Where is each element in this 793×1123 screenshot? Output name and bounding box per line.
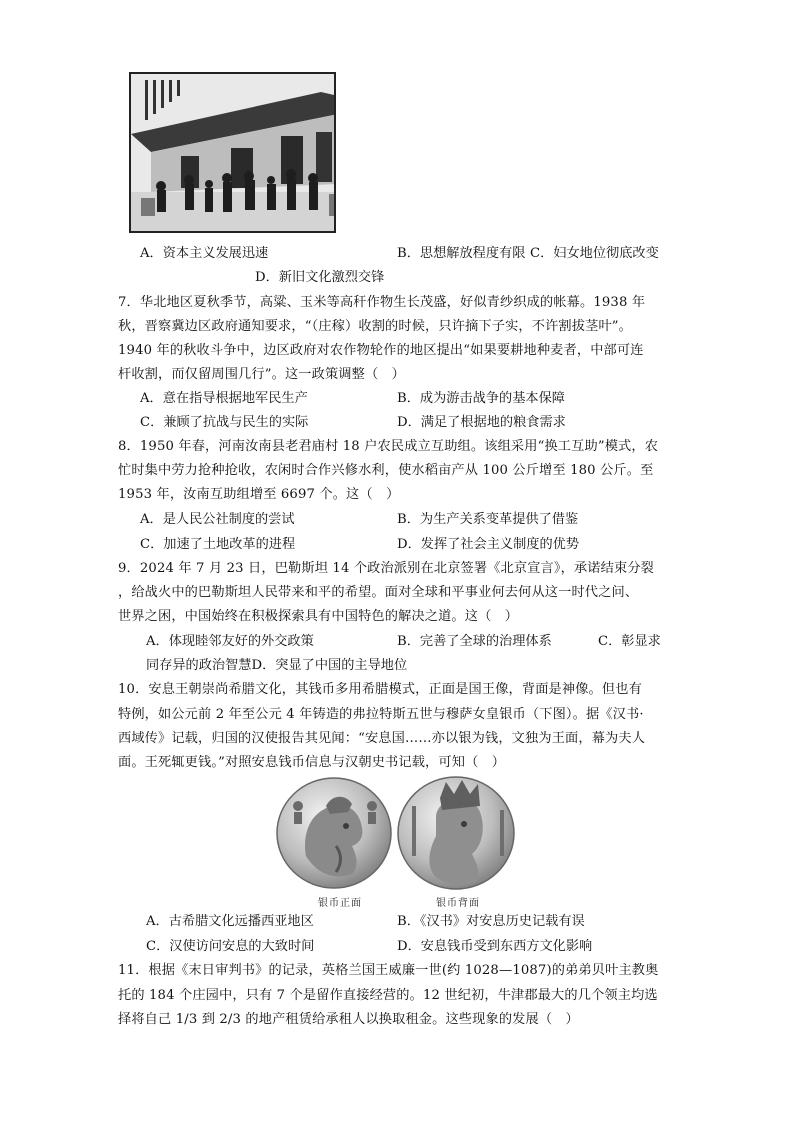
q10-option-b: B．《汉书》对安息历史记载有误 xyxy=(397,914,585,929)
q7-stem-line-4: 杆收割，而仅留周围几行”。这一政策调整（ ） xyxy=(118,367,405,382)
q7-option-c: C．兼顾了抗战与民生的实际 xyxy=(140,415,309,430)
q11-stem-line-1: 11．根据《末日审判书》的记录，英格兰国王威廉一世(约 1028—1087)的弟弟贝叶主教奥 xyxy=(118,963,659,978)
q9-option-c-continued: 同存异的政治智慧D．突显了中国的主导地位 xyxy=(146,658,408,673)
q8-option-a: A．是人民公社制度的尝试 xyxy=(140,512,295,527)
q10-stem-line-1: 10．安息王朝崇尚希腊文化，其钱币多用希腊模式，正面是国王像，背面是神像。但也有 xyxy=(118,682,642,697)
q7-stem-line-3: 1940 年的秋收斗争中，边区政府对农作物轮作的地区提出“如果要耕地种麦者，中部可连 xyxy=(118,343,644,358)
q10-option-d: D．安息钱币受到东西方文化影响 xyxy=(397,939,593,954)
q11-stem-line-3: 择将自己 1/3 到 2/3 的地产租赁给承租人以换取租金。这些现象的发展（ ） xyxy=(118,1012,579,1027)
q7-stem-line-1: 7．华北地区夏秋季节，高粱、玉米等高秆作物生长茂盛，好似青纱织成的帐幕。1938 年 xyxy=(118,295,646,310)
q9-option-d: D．突显了中国的主导地位 xyxy=(251,658,408,673)
q8-option-d: D．发挥了社会主义制度的优势 xyxy=(397,537,580,552)
q9-stem-line-3: 世界之困，中国始终在积极探索具有中国特色的解决之道。这（ ） xyxy=(118,609,519,624)
q8-option-b: B．为生产关系变革提供了借鉴 xyxy=(397,512,579,527)
q9-stem-line-1: 9．2024 年 7 月 23 日，巴勒斯坦 14 个政治派别在北京签署《北京宣言》，承诺结束分裂 xyxy=(118,561,654,576)
coin-front-image xyxy=(277,778,391,888)
q10-stem-line-4: 面。王死辄更钱。”对照安息钱币信息与汉朝史书记载，可知（ ） xyxy=(118,755,506,770)
q7-option-a: A．意在指导根据地军民生产 xyxy=(140,391,308,406)
q6-option-c: C．妇女地位彻底改变 xyxy=(530,246,659,261)
q8-stem-line-2: 忙时集中劳力抢种抢收，农闲时合作兴修水利，使水稻亩产从 100 公斤增至 180 公斤。至 xyxy=(118,463,654,478)
q6-option-d: D．新旧文化激烈交锋 xyxy=(255,270,385,285)
coin-front-caption: 银币正面 xyxy=(318,898,362,909)
q10-option-c: C．汉使访问安息的大致时间 xyxy=(146,939,315,954)
q6-option-a: A．资本主义发展迅速 xyxy=(140,246,269,261)
q10-stem-line-2: 特例，如公元前 2 年至公元 4 年铸造的弗拉特斯五世与穆萨女皇银币（下图）。据《汉书· xyxy=(118,707,644,722)
coin-back-image xyxy=(398,777,514,889)
q8-stem-line-1: 8．1950 年春，河南汝南县老君庙村 18 户农民成立互助组。该组采用“换工互助”模式，农 xyxy=(118,439,659,454)
q9-option-c: C．彰显求 xyxy=(598,634,661,649)
street-scene-illustration xyxy=(131,74,336,233)
q7-option-d: D．满足了根据地的粮食需求 xyxy=(397,415,566,430)
q9-option-a: A．体现睦邻友好的外交政策 xyxy=(146,634,314,649)
historical-photo xyxy=(129,72,336,233)
q8-option-c: C．加速了土地改革的进程 xyxy=(140,537,296,552)
q6-option-b: B．思想解放程度有限 xyxy=(397,246,526,261)
q9-stem-line-2: ，给战火中的巴勒斯坦人民带来和平的希望。面对全球和平事业何去何从这一时代之问、 xyxy=(118,585,639,600)
q11-stem-line-2: 托的 184 个庄园中，只有 7 个是留作直接经营的。12 世纪初，牛津郡最大的几个领主均选 xyxy=(118,988,658,1003)
q7-option-b: B．成为游击战争的基本保障 xyxy=(397,391,565,406)
coin-back-caption: 银币背面 xyxy=(436,898,480,909)
q7-stem-line-2: 秋，晋察冀边区政府通知要求，“（庄稼）收割的时候，只许摘下子实，不许割拔茎叶”。 xyxy=(118,319,633,334)
q10-stem-line-3: 西域传》记载，归国的汉使报告其见闻：“安息国……亦以银为钱，文独为王面，幕为夫人 xyxy=(118,731,646,746)
q10-option-a: A．古希腊文化远播西亚地区 xyxy=(146,914,314,929)
q9-option-b: B．完善了全球的治理体系 xyxy=(397,634,552,649)
q8-stem-line-3: 1953 年，汝南互助组增至 6697 个。这（ ） xyxy=(118,487,400,502)
coin-images xyxy=(276,776,516,892)
